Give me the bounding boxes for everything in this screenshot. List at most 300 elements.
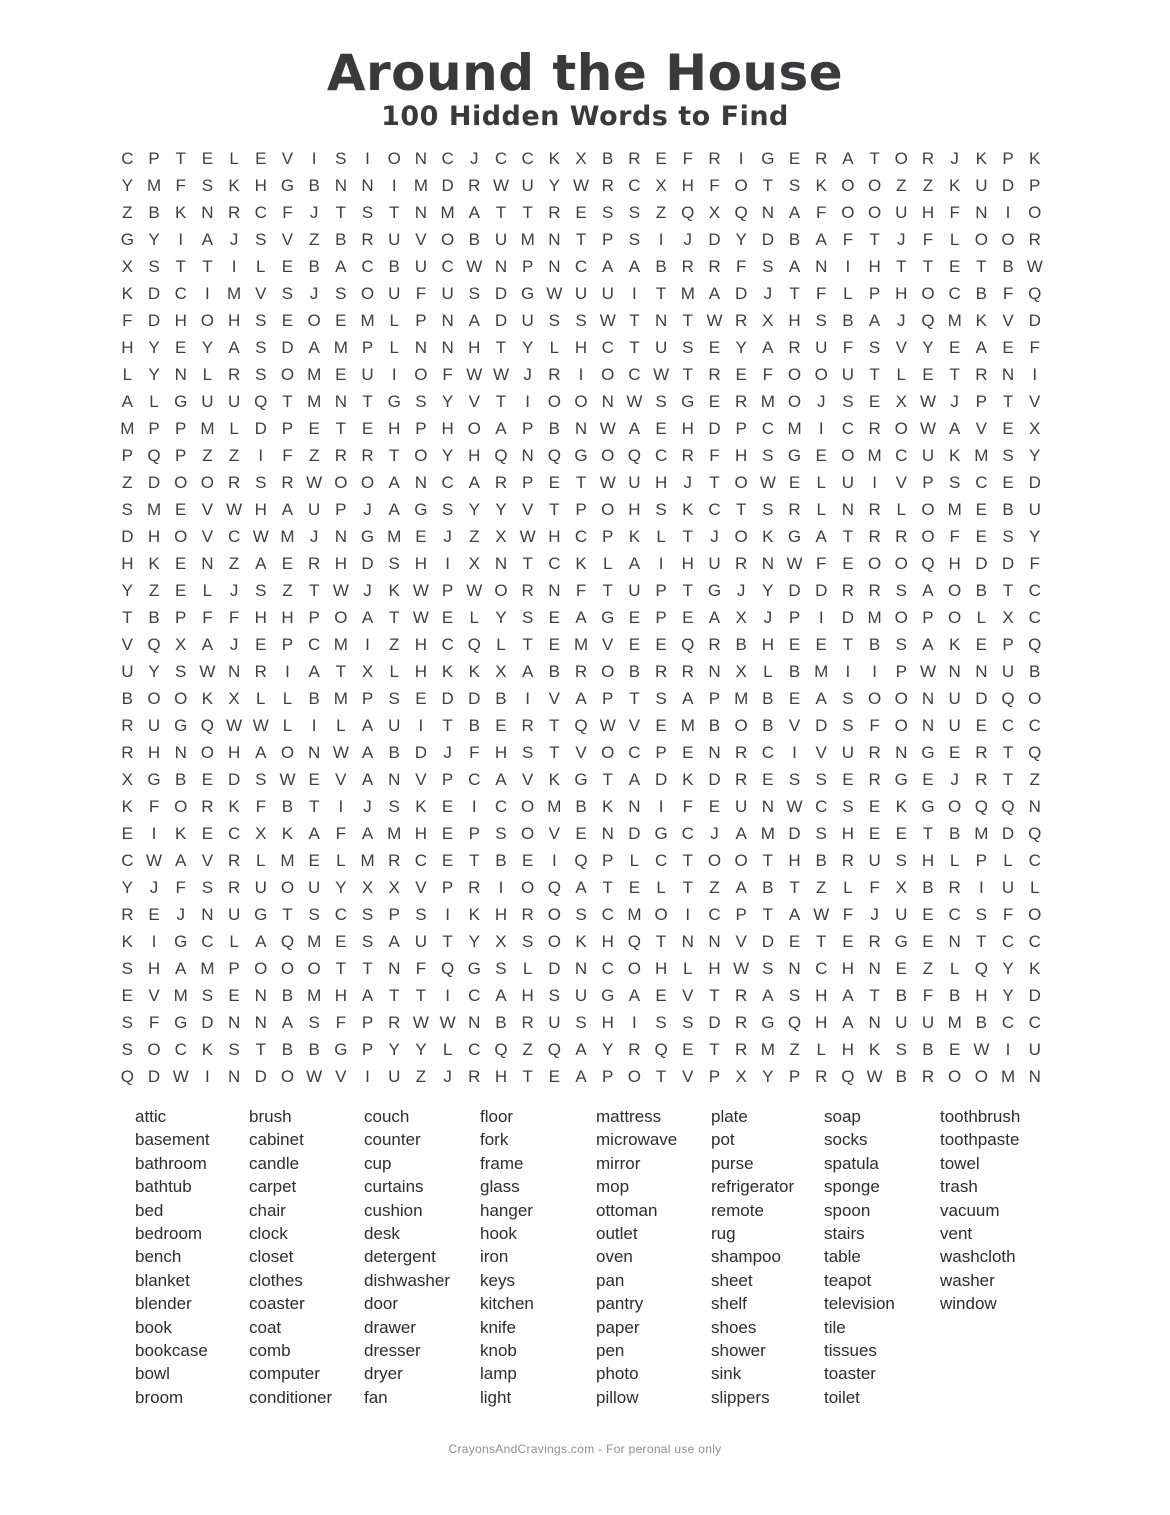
grid-cell: S [575,311,587,330]
grid-cell: S [441,500,454,519]
grid-cell: D [1028,473,1041,492]
grid-cell: M [280,527,295,546]
grid-cell: E [975,500,988,519]
grid-cell: U [841,365,855,384]
grid-cell: Q [921,311,935,330]
grid-cell: C [841,419,855,438]
grid-cell: I [418,716,424,735]
grid-cell: N [201,554,214,573]
grid-cell: B [788,662,801,681]
grid-cell: L [656,527,666,546]
grid-cell: W [439,1013,456,1032]
grid-cell: B [281,1040,294,1059]
grid-cell: E [922,932,934,951]
grid-cell: M [1000,1067,1016,1086]
grid-cell: S [201,986,214,1005]
grid-cell: G [601,986,615,1005]
grid-cell: W [466,581,483,600]
word-list-item: toaster [824,1364,876,1384]
grid-cell: N [521,446,534,465]
grid-cell: E [441,608,454,627]
grid-cell: Y [121,581,134,600]
grid-cell: S [495,824,507,843]
grid-cell: N [227,1067,241,1086]
grid-cell: I [658,230,664,249]
word-list-item: hook [480,1224,517,1244]
letter-grid [114,145,1054,1090]
grid-cell: Y [1029,446,1041,465]
grid-cell: U [441,284,454,303]
grid-cell: Q [1001,797,1015,816]
grid-cell: O [921,527,935,546]
grid-cell: R [975,365,988,384]
grid-cell: D [121,527,134,546]
grid-cell: J [683,230,693,249]
grid-cell: A [175,851,187,870]
grid-cell: A [788,203,801,222]
grid-cell: E [868,392,881,411]
grid-cell: V [895,338,907,357]
grid-cell: M [867,446,882,465]
grid-cell: M [307,986,322,1005]
grid-cell: C [628,743,641,762]
grid-cell: P [468,824,480,843]
grid-cell: P [148,419,160,438]
grid-cell: E [948,257,961,276]
grid-cell: A [708,284,721,303]
grid-cell: A [842,149,854,168]
grid-cell: N [494,554,508,573]
grid-cell: H [494,905,508,924]
grid-cell: C [761,419,774,438]
word-list-item: oven [596,1247,633,1267]
word-list-item: kitchen [480,1294,534,1314]
word-list-item: blender [135,1294,192,1314]
grid-cell: Z [922,959,934,978]
grid-cell: G [574,446,588,465]
grid-cell: P [868,284,881,303]
grid-cell: B [762,689,774,708]
grid-cell: U [868,851,881,870]
grid-cell: T [655,284,667,303]
word-list-item: comb [249,1341,291,1361]
grid-cell: U [895,1013,908,1032]
grid-cell: T [682,851,693,870]
grid-cell: N [868,959,881,978]
grid-cell: F [282,203,293,222]
grid-cell: E [922,905,934,924]
grid-cell: J [736,581,746,600]
grid-cell: X [361,662,374,681]
grid-cell: N [254,986,267,1005]
grid-cell: E [948,1040,961,1059]
grid-cell: O [360,284,375,303]
grid-cell: M [867,608,882,627]
grid-cell: B [468,230,480,249]
word-list-item: clothes [249,1270,303,1290]
grid-cell: Y [468,932,480,951]
grid-cell: U [948,716,961,735]
grid-cell: S [788,986,801,1005]
grid-cell: Y [148,365,160,384]
grid-cell: S [308,905,320,924]
grid-cell: J [363,500,372,519]
grid-cell: V [548,689,561,708]
grid-cell: A [575,689,587,708]
grid-cell: P [281,419,294,438]
grid-cell: K [682,770,694,789]
grid-cell: X [655,176,667,195]
grid-cell: P [441,770,454,789]
grid-cell: J [309,527,319,546]
grid-cell: I [445,554,450,573]
grid-cell: C [468,770,481,789]
grid-cell: A [575,878,587,897]
word-list-item: coaster [249,1294,305,1314]
grid-cell: E [655,149,667,168]
grid-cell: M [974,446,989,465]
grid-cell: O [147,689,161,708]
grid-cell: R [121,716,134,735]
grid-cell: I [498,878,504,897]
grid-cell: C [174,1040,187,1059]
grid-cell: K [1029,959,1041,978]
grid-cell: R [227,203,241,222]
word-list-column [249,1105,364,1409]
grid-cell: S [548,311,561,330]
grid-cell: E [308,419,320,438]
word-list-item: spatula [824,1153,879,1173]
grid-cell: C [628,176,641,195]
grid-cell: U [308,878,321,897]
grid-cell: R [227,878,241,897]
grid-cell: C [174,284,187,303]
grid-cell: K [148,554,160,573]
grid-cell: N [628,797,641,816]
grid-cell: Y [735,230,747,249]
grid-cell: A [255,932,267,951]
grid-cell: B [148,608,160,627]
grid-cell: F [575,581,587,600]
grid-cell: S [868,338,881,357]
grid-cell: M [520,230,535,249]
grid-cell: A [308,662,320,681]
grid-cell: V [415,878,427,897]
grid-cell: R [868,500,881,519]
grid-cell: G [387,392,401,411]
word-list-item: washcloth [940,1247,1016,1267]
grid-cell: N [708,662,721,681]
grid-cell: Y [1002,959,1014,978]
grid-cell: K [548,770,561,789]
word-list-item: teapot [824,1270,872,1290]
grid-cell: R [548,203,561,222]
grid-cell: W [332,581,349,600]
grid-cell: M [146,176,162,195]
word-list-item: carpet [249,1177,297,1197]
word-list [135,1105,1060,1409]
grid-cell: U [121,662,134,681]
grid-cell: R [227,365,241,384]
grid-cell: O [307,311,321,330]
grid-cell: W [199,662,216,681]
grid-cell: R [254,662,267,681]
grid-row [114,793,1054,820]
grid-cell: E [121,986,134,1005]
grid-cell: Y [548,176,561,195]
grid-cell: U [574,986,588,1005]
grid-cell: T [869,365,880,384]
grid-cell: M [760,392,775,411]
grid-cell: K [948,635,961,654]
grid-cell: P [602,851,614,870]
word-list-item: vent [940,1224,973,1244]
grid-cell: S [388,797,400,816]
grid-cell: J [763,608,773,627]
grid-cell: J [683,473,693,492]
grid-cell: N [227,662,241,681]
grid-cell: X [762,311,774,330]
word-list-item: dishwasher [364,1270,450,1290]
grid-cell: A [308,824,320,843]
grid-cell: I [818,608,824,627]
grid-cell: W [492,176,509,195]
grid-cell: L [229,149,239,168]
grid-cell: S [628,203,641,222]
grid-cell: L [389,662,399,681]
grid-cell: P [361,1013,374,1032]
grid-cell: O [894,554,908,573]
grid-cell: U [708,554,721,573]
grid-cell: K [441,662,454,681]
grid-cell: Q [681,203,695,222]
grid-cell: Q [254,392,268,411]
grid-cell: K [228,176,240,195]
grid-cell: N [921,716,935,735]
grid-cell: E [682,743,694,762]
grid-cell: M [947,500,962,519]
grid-cell: A [281,500,294,519]
grid-row [114,685,1054,712]
grid-cell: S [948,473,961,492]
grid-cell: J [470,149,479,168]
grid-cell: N [468,1013,481,1032]
grid-cell: R [868,419,881,438]
word-list-item: fan [364,1387,388,1407]
grid-row [114,145,1054,172]
grid-cell: W [279,770,296,789]
grid-cell: P [281,635,294,654]
grid-cell: J [443,743,452,762]
grid-cell: E [281,257,294,276]
grid-cell: F [735,257,747,276]
grid-cell: L [1029,878,1040,897]
grid-cell: Q [787,1013,802,1032]
grid-cell: M [173,986,188,1005]
grid-cell: A [468,473,480,492]
grid-cell: N [788,959,801,978]
grid-cell: P [335,500,347,519]
grid-cell: D [361,554,374,573]
grid-cell: O [280,743,295,762]
grid-cell: E [628,635,641,654]
grid-cell: Y [521,338,534,357]
grid-cell: B [388,743,400,762]
grid-cell: N [895,743,908,762]
grid-cell: S [228,1040,240,1059]
word-list-item: mop [596,1177,630,1197]
grid-row [114,388,1054,415]
grid-cell: W [919,662,936,681]
grid-cell: E [548,608,561,627]
grid-cell: H [841,1040,855,1059]
grid-cell: V [521,770,534,789]
grid-cell: T [575,230,587,249]
grid-cell: P [602,527,614,546]
grid-cell: G [467,959,481,978]
grid-cell: L [256,689,266,708]
word-list-item: cup [364,1153,392,1173]
grid-cell: Y [121,878,134,897]
grid-cell: B [495,851,507,870]
grid-cell: W [973,1040,990,1059]
grid-cell: U [895,905,908,924]
grid-cell: R [681,662,694,681]
grid-cell: U [841,473,855,492]
grid-cell: V [281,149,294,168]
grid-cell: V [415,770,427,789]
grid-cell: I [205,1067,210,1086]
grid-cell: U [388,716,401,735]
grid-cell: E [308,770,320,789]
grid-cell: F [842,338,854,357]
grid-cell: S [308,1013,320,1032]
grid-row [114,1063,1054,1090]
grid-row [114,982,1054,1009]
grid-cell: J [870,905,879,924]
grid-cell: O [707,851,722,870]
word-list-item: washer [940,1270,995,1290]
grid-cell: S [842,716,854,735]
grid-cell: J [229,230,239,249]
grid-cell: D [441,689,454,708]
grid-cell: P [388,905,400,924]
grid-cell: H [334,554,347,573]
grid-cell: Q [1028,743,1042,762]
grid-cell: S [788,176,801,195]
grid-cell: Z [308,230,320,249]
grid-cell: H [334,986,347,1005]
grid-cell: C [948,905,961,924]
grid-cell: C [468,986,481,1005]
word-list-item: couch [364,1107,410,1126]
grid-cell: H [147,959,161,978]
grid-cell: D [761,230,774,249]
grid-cell: U [735,797,748,816]
grid-cell: S [148,257,160,276]
grid-cell: P [735,419,747,438]
grid-cell: S [255,473,267,492]
grid-cell: T [549,743,560,762]
grid-cell: L [602,554,613,573]
grid-cell: I [151,824,157,843]
grid-cell: E [255,635,267,654]
grid-cell: R [868,743,881,762]
grid-cell: O [921,500,935,519]
grid-cell: R [1028,230,1041,249]
grid-cell: B [308,257,320,276]
grid-cell: H [601,932,614,951]
grid-cell: U [815,338,828,357]
grid-cell: V [788,716,801,735]
grid-cell: A [575,1040,587,1059]
grid-cell: K [948,176,961,195]
grid-cell: I [845,662,851,681]
grid-cell: P [602,1067,614,1086]
grid-row [114,361,1054,388]
grid-cell: L [816,1040,826,1059]
grid-cell: R [521,581,534,600]
grid-cell: P [788,608,801,627]
grid-cell: H [494,1067,508,1086]
grid-cell: U [227,905,241,924]
grid-cell: R [708,635,721,654]
grid-row [114,577,1054,604]
grid-cell: I [738,149,744,168]
grid-cell: P [1002,635,1014,654]
grid-cell: W [172,1067,189,1086]
grid-cell: M [787,419,802,438]
grid-cell: T [789,878,800,897]
grid-cell: I [151,932,157,951]
grid-cell: E [201,824,214,843]
grid-cell: D [147,473,161,492]
grid-cell: L [442,1040,453,1059]
grid-cell: C [708,905,721,924]
grid-cell: E [521,851,534,870]
grid-cell: X [895,392,907,411]
grid-cell: P [1002,149,1014,168]
grid-cell: O [254,959,268,978]
grid-cell: T [1002,581,1014,600]
grid-cell: L [949,851,960,870]
grid-cell: F [922,230,934,249]
grid-cell: S [575,905,587,924]
grid-cell: T [255,1040,266,1059]
grid-cell: K [175,203,187,222]
word-list-item: blanket [135,1270,190,1290]
grid-cell: N [601,824,614,843]
grid-cell: I [231,257,237,276]
grid-cell: A [842,1013,854,1032]
grid-cell: Z [415,1067,427,1086]
grid-cell: Z [202,446,213,465]
grid-cell: Z [922,176,934,195]
grid-cell: J [523,365,532,384]
grid-cell: A [255,554,267,573]
grid-cell: Y [441,392,454,411]
grid-cell: R [735,770,748,789]
grid-cell: R [468,878,481,897]
grid-cell: C [574,257,588,276]
grid-cell: J [229,635,239,654]
grid-cell: O [280,878,295,897]
grid-cell: S [468,284,480,303]
grid-cell: J [897,311,906,330]
grid-cell: X [735,1067,747,1086]
grid-cell: F [148,1013,160,1032]
grid-cell: Y [1002,986,1014,1005]
